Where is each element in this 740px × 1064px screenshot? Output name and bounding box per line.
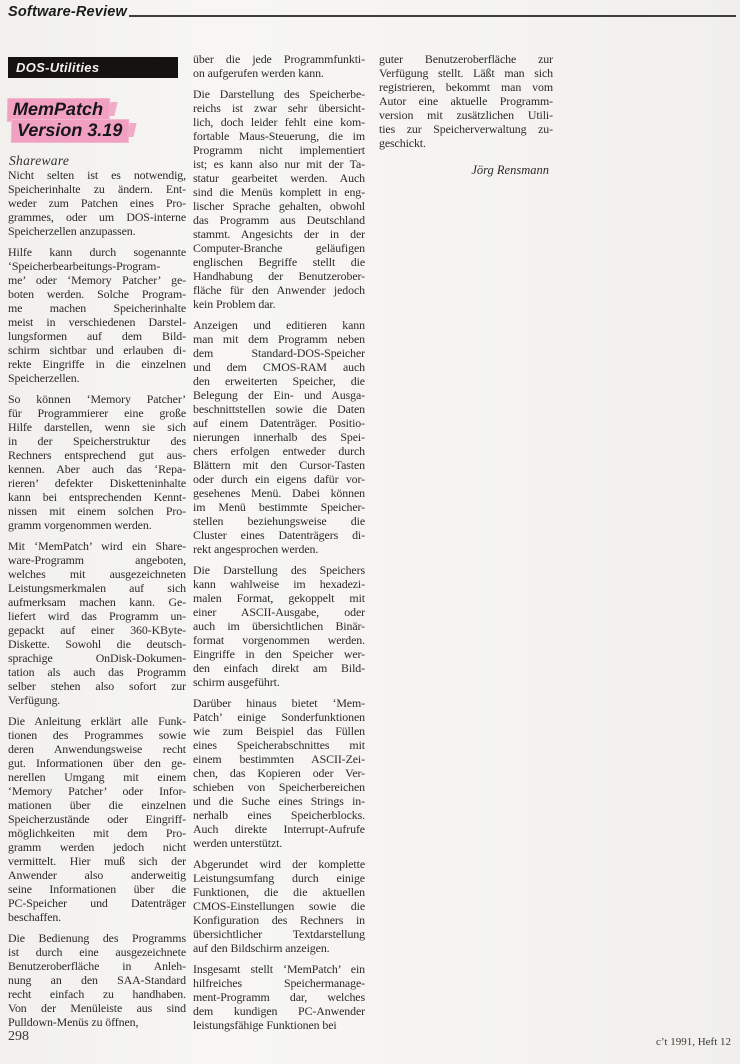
text-line: Die Darstellung des Speicherbe- [193,87,365,101]
text-line: format vorgenommen werden. [193,633,365,647]
text-line: ‘Speicherbearbeitungs-Program- [8,259,161,273]
text-line: auf einem Datenträger. Positio- [193,416,365,430]
text-line: Von der Menüleiste aus sind [8,1001,186,1015]
text-line: Benutzeroberfläche in Anleh- [8,959,186,973]
title-highlight: MemPatch [8,99,109,121]
rubric-bar: DOS-Utilities [8,57,178,78]
text-line: So können ‘Memory Patcher’ [8,392,186,406]
paragraph [193,87,365,311]
text-line: beschnittstellen sowie die Daten [193,402,365,416]
text-line: schirm ausgeführt. [193,675,280,689]
text-line: Speicherzustände oder Eingriff- [8,812,186,826]
text-line: rekt angesprochen werden. [193,542,319,556]
text-line: Mit ‘MemPatch’ wird ein Share- [8,539,186,553]
text-line: CMOS-Einstellungen sowie die [193,899,365,913]
text-line: möglichkeiten mit dem Pro- [8,826,186,840]
text-line: geschickt. [379,136,426,150]
text-line: Abgerundet wird der komplette [193,857,365,871]
text-line: einem bestimmten ASCII-Zei- [193,752,365,766]
text-line: Verfügung. [8,693,61,707]
text-line: leistungsfähige Funktionen bei [193,1018,337,1032]
text-line: beschaffen. [8,910,62,924]
text-line: nissen mit einem solchen Pro- [8,504,186,518]
text-line: Nicht selten ist es notwendig, [8,168,186,182]
text-line: registrieren, bekommt man vom [379,80,553,94]
text-line: stammt. Angesichts der in der [193,227,365,241]
paragraph [8,539,186,707]
text-line: guter Benutzeroberfläche zur [379,52,553,66]
paragraph [8,714,186,924]
text-line: Belegung der Ein- und Ausga- [193,388,365,402]
text-line: werden unterstützt. [193,836,283,850]
text-line: tation als auch das Programm [8,665,186,679]
title-line-1 [8,99,128,120]
text-line: Leistungsmerkmalen auf sich [8,581,186,595]
text-line: Anwender also anderweitig [8,868,186,882]
text-line: chen, das Kopieren oder Ver- [193,766,365,780]
text-line: on aufgerufen werden kann. [193,66,324,80]
page-number: 298 [8,1029,29,1044]
title-line-2 [12,120,128,141]
text-line: übersichtlicher Textdarstellung [193,927,365,941]
article-subtitle: Shareware [9,153,70,168]
text-line: lungsformen auf dem Bild- [8,329,186,343]
text-line: recht einfach zu handhaben. [8,987,186,1001]
text-line: Eingriffe in den Speicher wer- [193,647,365,661]
text-line: Patch’ einige Sonderfunktionen [193,710,365,724]
text-line: stellen beziehungsweise die [193,514,365,528]
text-line: lich, doch leider fehlt eine kom- [193,115,365,129]
text-line: auch im übersichtlichen Binär- [193,619,365,633]
text-column-1 [8,168,186,1036]
paragraph [193,696,365,850]
text-line: kennen. Aber auch das ‘Repa- [8,462,186,476]
title-highlight: Version 3.19 [12,120,129,142]
text-line: aufmerksam machen kann. Ge- [8,595,186,609]
text-line: und dem CMOS-RAM auch [193,360,365,374]
text-line: nerhalb eines Speicherblocks. [193,808,365,822]
text-line: auf den Bildschirm anzeigen. [193,941,330,955]
text-line: fortable Maus-Steuerung, die im [193,129,365,143]
text-line: ‘Memory Patcher’ oder Infor- [8,784,186,798]
text-line: gut. Informationen über den ge- [8,756,186,770]
text-line: mationen über die einzelnen [8,798,186,812]
text-line: gepackt auf einer 360-KByte- [8,623,186,637]
text-line: welches mit ausgezeichneten [8,567,186,581]
text-line: gramm werden jedoch nicht [8,840,186,854]
text-line: deren Anwendungsweise recht [8,742,186,756]
text-line: ment-Programm dar, welches [193,990,365,1004]
text-line: lischer Sprache gehalten, obwohl [193,199,365,213]
text-line: in der Speicherstruktur des [8,434,186,448]
text-line: me machen Speicherinhalte [8,301,186,315]
text-line: Auch direkte Interrupt-Aufrufe [193,822,365,836]
text-line: sind die Menüs komplett in eng- [193,185,365,199]
text-line: Hilfe kann durch sogenannte [8,245,186,259]
text-line: Rechners entsprechend gut aus- [8,448,186,462]
paragraph [379,52,553,150]
text-line: nerellen Umgang mit einem [8,770,186,784]
paragraph [8,392,186,532]
text-line: reichs ist zwar sehr übersicht- [193,101,365,115]
text-line: nung an den SAA-Standard [8,973,186,987]
text-line: man mit dem Programm neben [193,332,365,346]
text-line: statur gearbeitet werden. Auch [193,171,365,185]
text-line: Speicherzellen anzupassen. [8,224,136,238]
text-line: vermittelt. Hier muß sich der [8,854,186,868]
text-line: und die Suche eines Strings in- [193,794,365,808]
text-line: Blättern mit den Cursor-Tasten [193,458,365,472]
text-line: im Menü bestimmte Speicher- [193,500,365,514]
text-line: wie zum Beispiel das Füllen [193,724,365,738]
text-column-2 [193,52,365,1039]
text-line: Die Bedienung des Programms [8,931,186,945]
text-line: gesehenes Menü. Dabei können [193,486,365,500]
paragraph [193,962,365,1032]
text-line: oder durch ein eigens dafür vor- [193,472,365,486]
text-line: Pulldown-Menüs zu öffnen, [8,1015,139,1029]
text-line: fläche für den Anwender jedoch [193,283,365,297]
text-line: me’ oder ‘Memory Patcher’ ge- [8,273,186,287]
text-line: Leistungsumfang durch einige [193,871,365,885]
header-rule [129,15,736,17]
text-line: Hilfe darstellen, wenn sie sich [8,420,186,434]
paragraph [193,563,365,689]
paragraph [8,931,186,1029]
text-line: schieben von Speicherbereichen [193,780,365,794]
text-line: meist in verschiedenen Darstel- [8,315,186,329]
paragraph [193,857,365,955]
text-line: tionen des Programmes sowie [8,728,186,742]
text-line: das Programm aus Deutschland [193,213,365,227]
section-label: Software-Review [8,4,128,20]
text-line: Cluster eines Datenträgers di- [193,528,365,542]
text-line: liefert wird das Programm un- [8,609,186,623]
text-line: Insgesamt stellt ‘MemPatch’ ein [193,962,365,976]
text-line: Speicherinhalte zu ändern. Ent- [8,182,186,196]
text-line: kein Problem dar. [193,297,276,311]
text-line: grammes, oder um DOS-interne [8,210,186,224]
author-byline: Jörg Rensmann [471,163,549,177]
text-line: Computer-Branche geläufigen [193,241,365,255]
text-line: weder zum Patchen eines Pro- [8,196,186,210]
text-line: Anzeigen und editieren kann [193,318,365,332]
text-column-3 [379,52,553,177]
text-line: den einfach direkt am Bild- [193,661,365,675]
article-title [8,99,128,141]
text-line: ties zur Speicherverwaltung zu- [379,122,553,136]
text-line: nierungen innerhalb des Spei- [193,430,365,444]
text-line: kann wahlweise im hexadezi- [193,577,365,591]
text-line: PC-Speicher und Datenträger [8,896,186,910]
issue-label: c’t 1991, Heft 12 [656,1036,731,1048]
paragraph [193,318,365,556]
text-line: ware-Programm angeboten, [8,553,186,567]
text-line: einer ASCII-Ausgabe, oder [193,605,365,619]
text-line: Darüber hinaus bietet ‘Mem- [193,696,365,710]
text-line: rieren’ defekter Disketteninhalte [8,476,186,490]
text-line: sprachige OnDisk-Dokumen- [8,651,186,665]
text-line: selber stehen also sofort zur [8,679,186,693]
text-line: Die Anleitung erklärt alle Funk- [8,714,186,728]
text-line: rekte Eingriffe in die einzelnen [8,357,186,371]
text-line: Programm nicht implementiert [193,143,365,157]
text-line: ist; es kann also nur mit der Ta- [193,157,365,171]
text-line: eines Speicherabschnittes mit [193,738,365,752]
text-line: Autor eine aktuelle Programm- [379,94,553,108]
paragraph [8,168,186,238]
text-line: boten werden. Solche Program- [8,287,186,301]
text-line: version mit zusätzlichen Utili- [379,108,553,122]
text-line: Funktionen, die die aktuellen [193,885,365,899]
text-line: malen Format, gekoppelt mit [193,591,365,605]
text-line: hilfreiches Speichermanage- [193,976,365,990]
text-line: englischen Begriffe stellt die [193,255,365,269]
text-line: dem Standard-DOS-Speicher [193,346,365,360]
text-line: seine Informationen über die [8,882,186,896]
paragraph [8,245,186,385]
text-line: kann bei entsprechenden Kennt- [8,490,186,504]
text-line: Speicherzellen. [8,371,80,385]
text-line: Verfügung stellt. Läßt man sich [379,66,553,80]
text-line: über die jede Programmfunkti- [193,52,365,66]
text-line: den erweiterten Speicher, die [193,374,365,388]
text-line: dem kundigen PC-Anwender [193,1004,365,1018]
paragraph [193,52,365,80]
text-line: Die Darstellung des Speichers [193,563,365,577]
text-line: gramm vorgenommen werden. [8,518,152,532]
text-line: für Programmierer eine große [8,406,186,420]
text-line: chers erfolgen entweder durch [193,444,365,458]
text-line: schirm sichtbar und erlauben di- [8,343,186,357]
text-line: Konfiguration des Rechners in [193,913,365,927]
text-line: Diskette. Sowohl die deutsch- [8,637,186,651]
text-line: ist durch eine ausgezeichnete [8,945,186,959]
text-line: Handhabung der Benutzerober- [193,269,365,283]
